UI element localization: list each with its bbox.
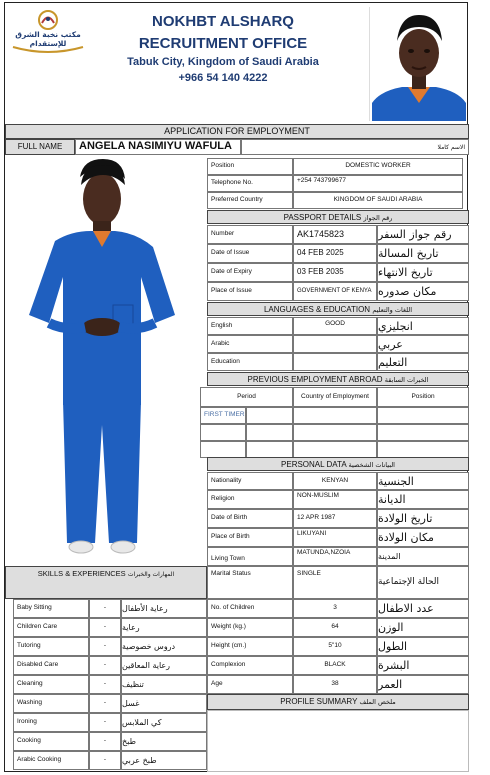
skill-arabic-cooking-value: - — [89, 751, 121, 770]
position-value: DOMESTIC WORKER — [293, 158, 463, 175]
profile-summary-title: PROFILE SUMMARY — [280, 697, 358, 706]
passport-number-value: AK1745823 — [293, 225, 377, 244]
skill-disabled-care-arabic: رعاية المعاقين — [121, 656, 207, 675]
previous-country-2 — [293, 424, 377, 441]
dob-label: Date of Birth — [207, 509, 293, 528]
skill-ironing-arabic: كي الملابس — [121, 713, 207, 732]
previous-period-2b — [246, 424, 293, 441]
logo-arabic-text: مكتب نخبة الشرق للإستقدام — [15, 30, 81, 48]
personal-data-title-arabic: البيانات الشخصية — [348, 461, 395, 469]
previous-period-3b — [246, 441, 293, 458]
arabic-arabic: عربي — [377, 335, 469, 353]
skill-tutoring-label: Tutoring — [13, 637, 89, 656]
skill-cleaning-label: Cleaning — [13, 675, 89, 694]
height-value: 5"10 — [293, 637, 377, 656]
telephone-label: Telephone No. — [207, 175, 293, 192]
skill-baby-sitting-label: Baby Sitting — [13, 599, 89, 618]
full-name-label: FULL NAME — [5, 139, 75, 155]
previous-country-1 — [293, 407, 377, 424]
preferred-country-label: Preferred Country — [207, 192, 293, 209]
previous-period-1b — [246, 407, 293, 424]
skill-cooking-label: Cooking — [13, 732, 89, 751]
previous-position-1 — [377, 407, 469, 424]
personal-data-title: PERSONAL DATA — [281, 460, 347, 469]
telephone-value: +254 743799677 — [293, 175, 463, 192]
skill-cleaning-arabic: تنظيف — [121, 675, 207, 694]
skill-children-care-label: Children Care — [13, 618, 89, 637]
marital-status-label: Marital Status — [207, 566, 293, 599]
english-arabic: انجليزي — [377, 317, 469, 335]
skill-washing-value: - — [89, 694, 121, 713]
living-town-label: Living Town — [207, 547, 293, 566]
personal-data-header — [207, 457, 469, 471]
portrait-photo — [369, 7, 467, 121]
previous-position-2 — [377, 424, 469, 441]
previous-position-3 — [377, 441, 469, 458]
previous-employment-title-arabic: الخبرات السابقة — [384, 376, 429, 384]
skill-ironing-value: - — [89, 713, 121, 732]
marital-status-arabic: الحالة الإجتماعية — [377, 566, 469, 599]
skill-arabic-cooking-label: Arabic Cooking — [13, 751, 89, 770]
skill-baby-sitting-arabic: رعاية الأطفال — [121, 599, 207, 618]
complexion-label: Complexion — [207, 656, 293, 675]
issue-date-label: Date of Issue — [207, 244, 293, 263]
age-value: 38 — [293, 675, 377, 694]
passport-section-header — [207, 210, 469, 224]
living-town-arabic: المدينة — [377, 547, 469, 566]
profile-summary-header — [207, 694, 469, 710]
education-label: Education — [207, 353, 293, 371]
weight-value: 64 — [293, 618, 377, 637]
education-arabic: التعليم — [377, 353, 469, 371]
skill-tutoring-arabic: دروس خصوصية — [121, 637, 207, 656]
passport-number-arabic: رقم جواز السفر — [377, 225, 469, 244]
passport-title: PASSPORT DETAILS — [283, 213, 362, 222]
office-title: RECRUITMENT OFFICE — [138, 35, 308, 52]
company-phone: +966 54 140 4222 — [178, 72, 268, 84]
skill-cooking-value: - — [89, 732, 121, 751]
dob-value: 12 APR 1987 — [293, 509, 377, 528]
previous-period-3 — [200, 441, 246, 458]
previous-period-1: FIRST TIMER — [200, 407, 246, 424]
previous-employment-header — [207, 372, 469, 386]
nationality-label: Nationality — [207, 472, 293, 490]
skill-washing-arabic: غسل — [121, 694, 207, 713]
previous-country-3 — [293, 441, 377, 458]
issue-date-arabic: تاريخ المسالة — [377, 244, 469, 263]
arabic-value — [293, 335, 377, 353]
marital-status-value: SINGLE — [293, 566, 377, 599]
passport-number-label: Number — [207, 225, 293, 244]
nationality-arabic: الجنسية — [377, 472, 469, 490]
skills-title-arabic: المهارات والخبرات — [127, 571, 175, 578]
preferred-country-value: KINGDOM OF SAUDI ARABIA — [293, 192, 463, 209]
passport-title-arabic: رقم الجواز — [363, 214, 393, 222]
religion-arabic: الديانة — [377, 490, 469, 509]
english-label: English — [207, 317, 293, 335]
children-count-value: 3 — [293, 599, 377, 618]
skill-ironing-label: Ironing — [13, 713, 89, 732]
issue-place-arabic: مكان صدوره — [377, 282, 469, 301]
skill-disabled-care-label: Disabled Care — [13, 656, 89, 675]
education-value — [293, 353, 377, 371]
age-arabic: العمر — [377, 675, 469, 694]
height-arabic: الطول — [377, 637, 469, 656]
company-location: Tabuk City, Kingdom of Saudi Arabia — [127, 56, 319, 68]
complexion-arabic: البشرة — [377, 656, 469, 675]
religion-value: NON-MUSLIM — [293, 490, 377, 509]
age-label: Age — [207, 675, 293, 694]
skill-washing-label: Washing — [13, 694, 89, 713]
skills-section-header — [5, 566, 207, 599]
nationality-value: KENYAN — [293, 472, 377, 490]
period-header: Period — [200, 387, 293, 407]
complexion-value: BLACK — [293, 656, 377, 675]
skill-children-care-arabic: رعاية — [121, 618, 207, 637]
expiry-date-value: 03 FEB 2035 — [293, 263, 377, 282]
skill-children-care-value: - — [89, 618, 121, 637]
skill-cooking-arabic: طبخ — [121, 732, 207, 751]
birth-place-value: LIKUYANI — [293, 528, 377, 547]
skill-disabled-care-value: - — [89, 656, 121, 675]
languages-title-arabic: اللغات والتعليم — [372, 306, 413, 314]
position-label: Position — [207, 158, 293, 175]
height-label: Height (cm.) — [207, 637, 293, 656]
birth-place-label: Place of Birth — [207, 528, 293, 547]
profile-summary-title-arabic: ملخص الملف — [359, 698, 396, 706]
weight-label: Weight (kg.) — [207, 618, 293, 637]
skill-arabic-cooking-arabic: طبخ عربي — [121, 751, 207, 770]
full-body-photo — [5, 155, 207, 565]
previous-employment-title: PREVIOUS EMPLOYMENT ABROAD — [247, 375, 383, 384]
arabic-label: Arabic — [207, 335, 293, 353]
skill-cleaning-value: - — [89, 675, 121, 694]
birth-place-arabic: مكان الولادة — [377, 528, 469, 547]
full-name-arabic: الاسم كاملا — [241, 139, 469, 155]
living-town-value: MATUNDA,NZOIA — [293, 547, 377, 566]
previous-period-2 — [200, 424, 246, 441]
expiry-date-label: Date of Expiry — [207, 263, 293, 282]
religion-label: Religion — [207, 490, 293, 509]
expiry-date-arabic: تاريخ الانتهاء — [377, 263, 469, 282]
children-count-label: No. of Children — [207, 599, 293, 618]
issue-place-label: Place of Issue — [207, 282, 293, 301]
position-header: Position — [377, 387, 469, 407]
issue-place-value: GOVERNMENT OF KENYA — [293, 282, 377, 301]
english-value: GOOD — [293, 317, 377, 335]
company-name: NOKHBT ALSHARQ — [152, 13, 294, 30]
issue-date-value: 04 FEB 2025 — [293, 244, 377, 263]
skill-tutoring-value: - — [89, 637, 121, 656]
application-title: APPLICATION FOR EMPLOYMENT — [5, 124, 469, 139]
skills-title: SKILLS & EXPERIENCES — [37, 569, 126, 578]
dob-arabic: تاريخ الولادة — [377, 509, 469, 528]
languages-title: LANGUAGES & EDUCATION — [263, 305, 371, 314]
full-name-value: ANGELA NASIMIYU WAFULA — [75, 139, 241, 155]
skill-baby-sitting-value: - — [89, 599, 121, 618]
country-header: Country of Employment — [293, 387, 377, 407]
profile-summary-body — [207, 710, 469, 772]
weight-arabic: الوزن — [377, 618, 469, 637]
languages-section-header — [207, 302, 469, 316]
children-count-arabic: عدد الاطفال — [377, 599, 469, 618]
application-form — [4, 2, 468, 772]
